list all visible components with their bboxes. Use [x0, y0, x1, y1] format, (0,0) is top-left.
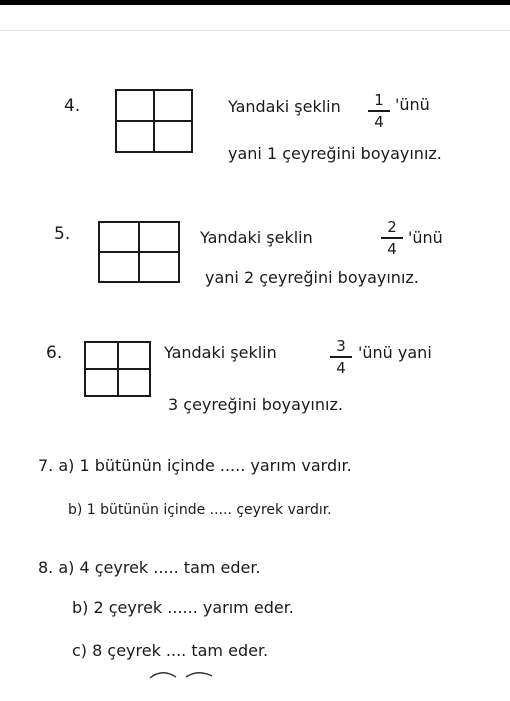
- q5-numerator: 2: [387, 218, 397, 236]
- question-number-6: 6.: [46, 343, 63, 363]
- q6-line2: 3 çeyreğini boyayınız.: [168, 395, 343, 414]
- question-number-5: 5.: [54, 224, 71, 244]
- q6-numerator: 3: [336, 337, 346, 355]
- q4-fraction: [368, 93, 390, 130]
- page-divider: [0, 30, 510, 31]
- q7-a: 7. a) 1 bütünün içinde ..... yarım vardır.: [38, 456, 352, 475]
- q4-denominator: 4: [374, 112, 384, 131]
- q6-line1: Yandaki şeklin: [164, 343, 277, 362]
- q8-a: 8. a) 4 çeyrek ..... tam eder.: [38, 558, 261, 577]
- q5-fraction: [381, 220, 403, 257]
- pencil-smudge: [148, 668, 218, 682]
- q4-line1: Yandaki şeklin: [228, 97, 341, 116]
- q4-numerator: 1: [374, 91, 384, 109]
- q6-denominator: 4: [336, 358, 346, 377]
- q8-b: b) 2 çeyrek ...... yarım eder.: [72, 598, 294, 617]
- q5-line2: yani 2 çeyreğini boyayınız.: [205, 268, 419, 287]
- q6-suffix: 'ünü yani: [358, 343, 432, 362]
- question-number-4: 4.: [64, 96, 81, 116]
- grid-square-4: [115, 89, 193, 153]
- q6-fraction: [330, 339, 352, 376]
- q8-c: c) 8 çeyrek .... tam eder.: [72, 641, 269, 660]
- q4-suffix: 'ünü: [395, 95, 430, 114]
- grid-square-6: [84, 341, 151, 397]
- scan-top-edge: [0, 0, 510, 5]
- q5-denominator: 4: [387, 239, 397, 258]
- q4-line2: yani 1 çeyreğini boyayınız.: [228, 144, 442, 163]
- q5-line1: Yandaki şeklin: [200, 228, 313, 247]
- grid-square-5: [98, 221, 180, 283]
- q5-suffix: 'ünü: [408, 228, 443, 247]
- q7-b: b) 1 bütünün içinde ..... çeyrek vardır.: [68, 502, 332, 518]
